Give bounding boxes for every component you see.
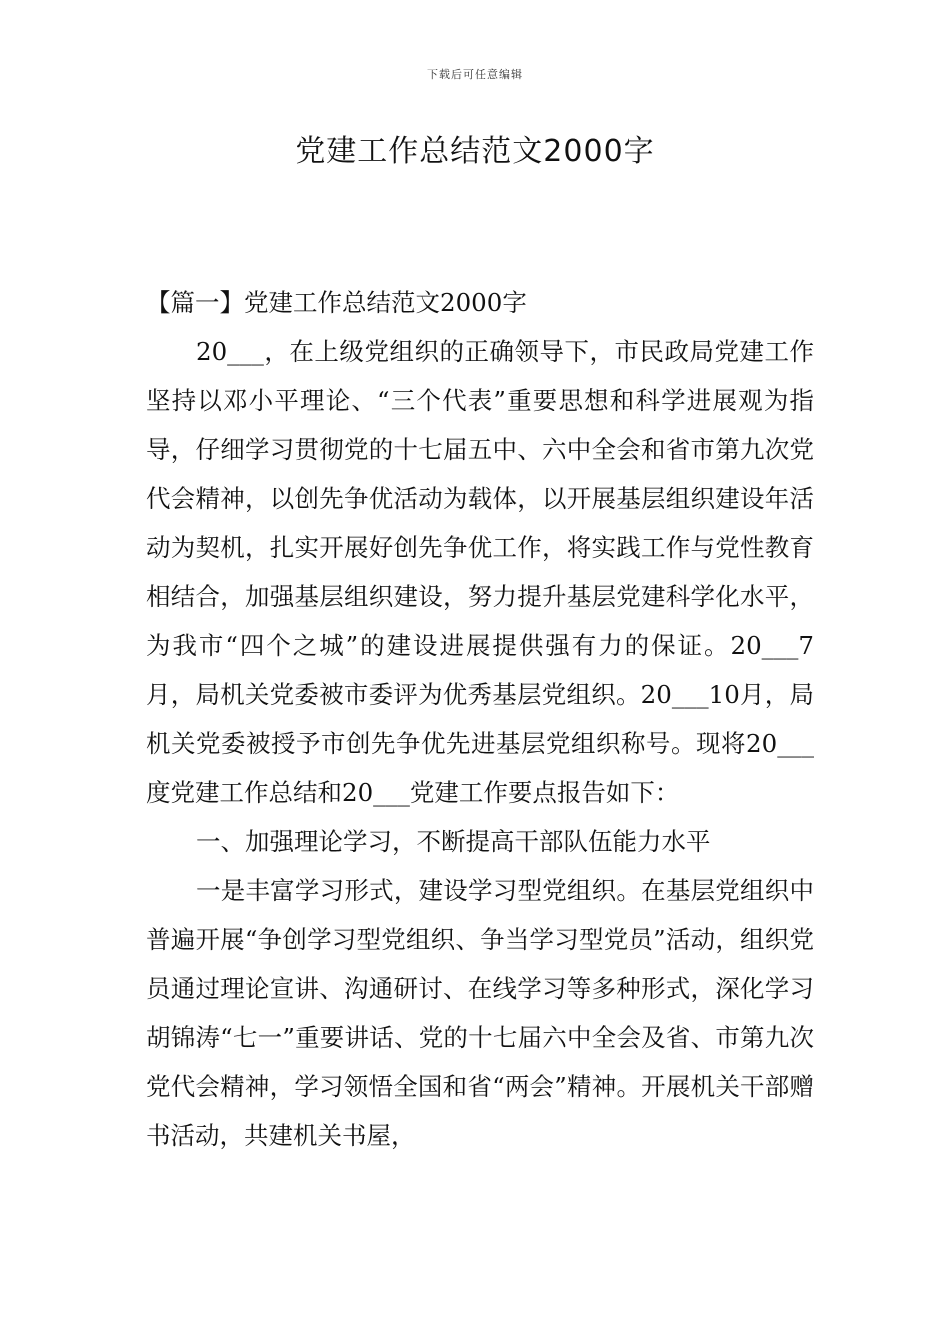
document-title: 党建工作总结范文2000字 (295, 134, 655, 169)
paragraph-subheading: 一、加强理论学习，不断提高干部队伍能力水平 (196, 827, 711, 856)
paragraph-study-forms: 一是丰富学习形式，建设学习型党组织。在基层党组织中普遍开展“争创学习型党组织、争当学习型党员”活动，组织党员通过理论宣讲、沟通研讨、在线学习等多种形式，深化学习胡锦涛“七一”重要讲话、党的十七届六中全会及省、市第九次党代会精神，学习领悟全国和省“两会”精神。开展机关干部赠书活动，共建机关书屋， (146, 876, 814, 1150)
section-heading: 【篇一】党建工作总结范文2000字 (146, 288, 527, 317)
header-note: 下载后可任意编辑 (427, 68, 523, 81)
paragraph-intro: 20___，在上级党组织的正确领导下，市民政局党建工作坚持以邓小平理论、“三个代表”重要思想和科学进展观为指导，仔细学习贯彻党的十七届五中、六中全会和省市第九次党代会精神，以创先争优活动为载体，以开展基层组织建设年活动为契机，扎实开展好创先争优工作，将实践工作与党性教育相结合，加强基层组织建设，努力提升基层党建科学化水平，为我市“四个之城”的建设进展提供强有力的保证。20___7月，局机关党委被市委评为优秀基层党组织。20___10月，局机关党委被授予市创先争优先进基层党组织称号。现将20___度党建工作总结和20___党建工作要点报告如下： (146, 337, 814, 807)
document-body (146, 278, 814, 1160)
